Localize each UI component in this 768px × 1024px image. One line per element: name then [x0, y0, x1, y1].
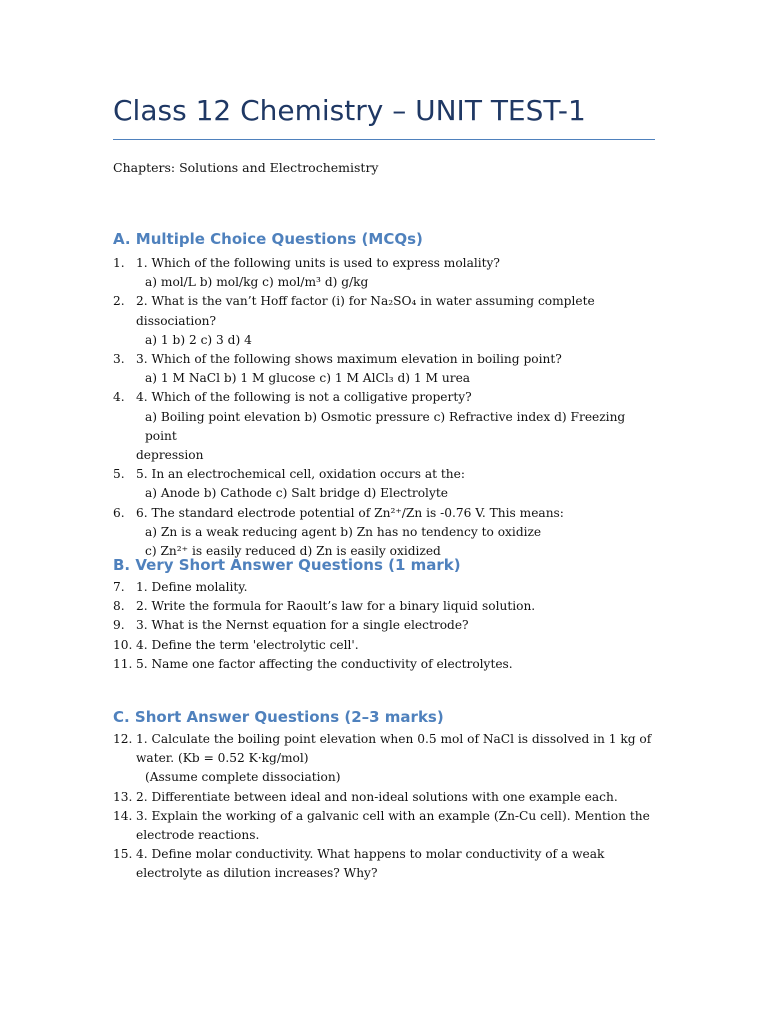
section-a-heading: A. Multiple Choice Questions (MCQs)	[113, 230, 423, 248]
question-text: 4. Define molar conductivity. What happens to molar conductivity of a weak electrolyte as dilution increases? Why?	[136, 847, 605, 881]
question-options: a) Anode b) Cathode c) Salt bridge d) Electrolyte	[145, 486, 448, 501]
section-c-question-list	[113, 730, 658, 884]
question-number: 2.	[113, 294, 125, 309]
question-item	[113, 254, 658, 292]
question-text: 5. Name one factor affecting the conductivity of electrolytes.	[136, 656, 513, 671]
question-text: 4. Which of the following is not a colligative property?	[136, 390, 472, 405]
question-item	[113, 616, 658, 635]
question-item	[113, 578, 658, 597]
question-number: 1.	[113, 256, 125, 270]
question-options: a) Zn is a weak reducing agent b) Zn has no tendency to oxidize	[145, 524, 542, 539]
section-a-question-list	[113, 254, 658, 561]
title-divider	[113, 139, 655, 140]
chapters-line: Chapters: Solutions and Electrochemistry	[113, 160, 379, 175]
section-c-heading: C. Short Answer Questions (2–3 marks)	[113, 708, 444, 726]
question-number: 12.	[113, 732, 133, 746]
question-item	[113, 292, 658, 350]
question-options: a) 1 M NaCl b) 1 M glucose c) 1 M AlCl₃ d) 1 M urea	[145, 371, 471, 386]
question-number: 14.	[113, 808, 133, 823]
question-text: 2. What is the van’t Hoff factor (i) for Na₂SO₄ in water assuming complete dissociation?	[136, 294, 595, 328]
question-number: 6.	[113, 505, 125, 520]
question-text: 3. Which of the following shows maximum elevation in boiling point?	[136, 352, 562, 367]
question-text: 4. Define the term 'electrolytic cell'.	[136, 637, 359, 652]
question-item	[113, 597, 658, 616]
question-item	[113, 504, 658, 562]
question-number: 5.	[113, 467, 125, 482]
question-item	[113, 845, 658, 883]
question-options: a) 1 b) 2 c) 3 d) 4	[145, 332, 252, 347]
question-item	[113, 730, 658, 788]
question-item	[113, 807, 658, 845]
question-number: 8.	[113, 599, 125, 614]
question-number: 7.	[113, 580, 125, 594]
question-text: 1. Which of the following units is used to express molality?	[136, 256, 500, 270]
question-item	[113, 388, 658, 465]
question-number: 9.	[113, 618, 125, 633]
question-text: 5. In an electrochemical cell, oxidation occurs at the:	[136, 467, 465, 482]
question-text: 3. Explain the working of a galvanic cell with an example (Zn-Cu cell). Mention the electrode reactions.	[136, 808, 650, 843]
question-number: 4.	[113, 390, 125, 405]
question-item	[113, 465, 658, 503]
document-title: Class 12 Chemistry – UNIT TEST-1	[113, 94, 586, 127]
section-b-question-list	[113, 578, 658, 674]
question-continuation: depression	[136, 448, 204, 463]
question-number: 11.	[113, 656, 133, 671]
question-options: (Assume complete dissociation)	[145, 770, 341, 785]
question-text: 1. Calculate the boiling point elevation when 0.5 mol of NaCl is dissolved in 1 kg of water. (Kb = 0.52 K·kg/mol)	[136, 732, 652, 766]
question-options: a) mol/L b) mol/kg c) mol/m³ d) g/kg	[145, 275, 369, 290]
question-item	[113, 788, 658, 807]
question-item	[113, 636, 658, 655]
question-text: 6. The standard electrode potential of Zn²⁺/Zn is -0.76 V. This means:	[136, 505, 564, 520]
question-text: 1. Define molality.	[136, 580, 248, 594]
question-options: c) Zn²⁺ is easily reduced d) Zn is easily oxidized	[145, 544, 441, 559]
question-number: 13.	[113, 789, 133, 804]
question-number: 10.	[113, 637, 133, 652]
question-text: 3. What is the Nernst equation for a single electrode?	[136, 618, 469, 633]
section-b-heading: B. Very Short Answer Questions (1 mark)	[113, 556, 461, 574]
question-text: 2. Differentiate between ideal and non-ideal solutions with one example each.	[136, 789, 618, 804]
question-number: 15.	[113, 847, 133, 862]
question-item	[113, 350, 658, 388]
question-number: 3.	[113, 352, 125, 367]
question-text: 2. Write the formula for Raoult’s law for a binary liquid solution.	[136, 599, 536, 614]
question-options: a) Boiling point elevation b) Osmotic pressure c) Refractive index d) Freezing point	[145, 409, 626, 443]
question-item	[113, 655, 658, 674]
